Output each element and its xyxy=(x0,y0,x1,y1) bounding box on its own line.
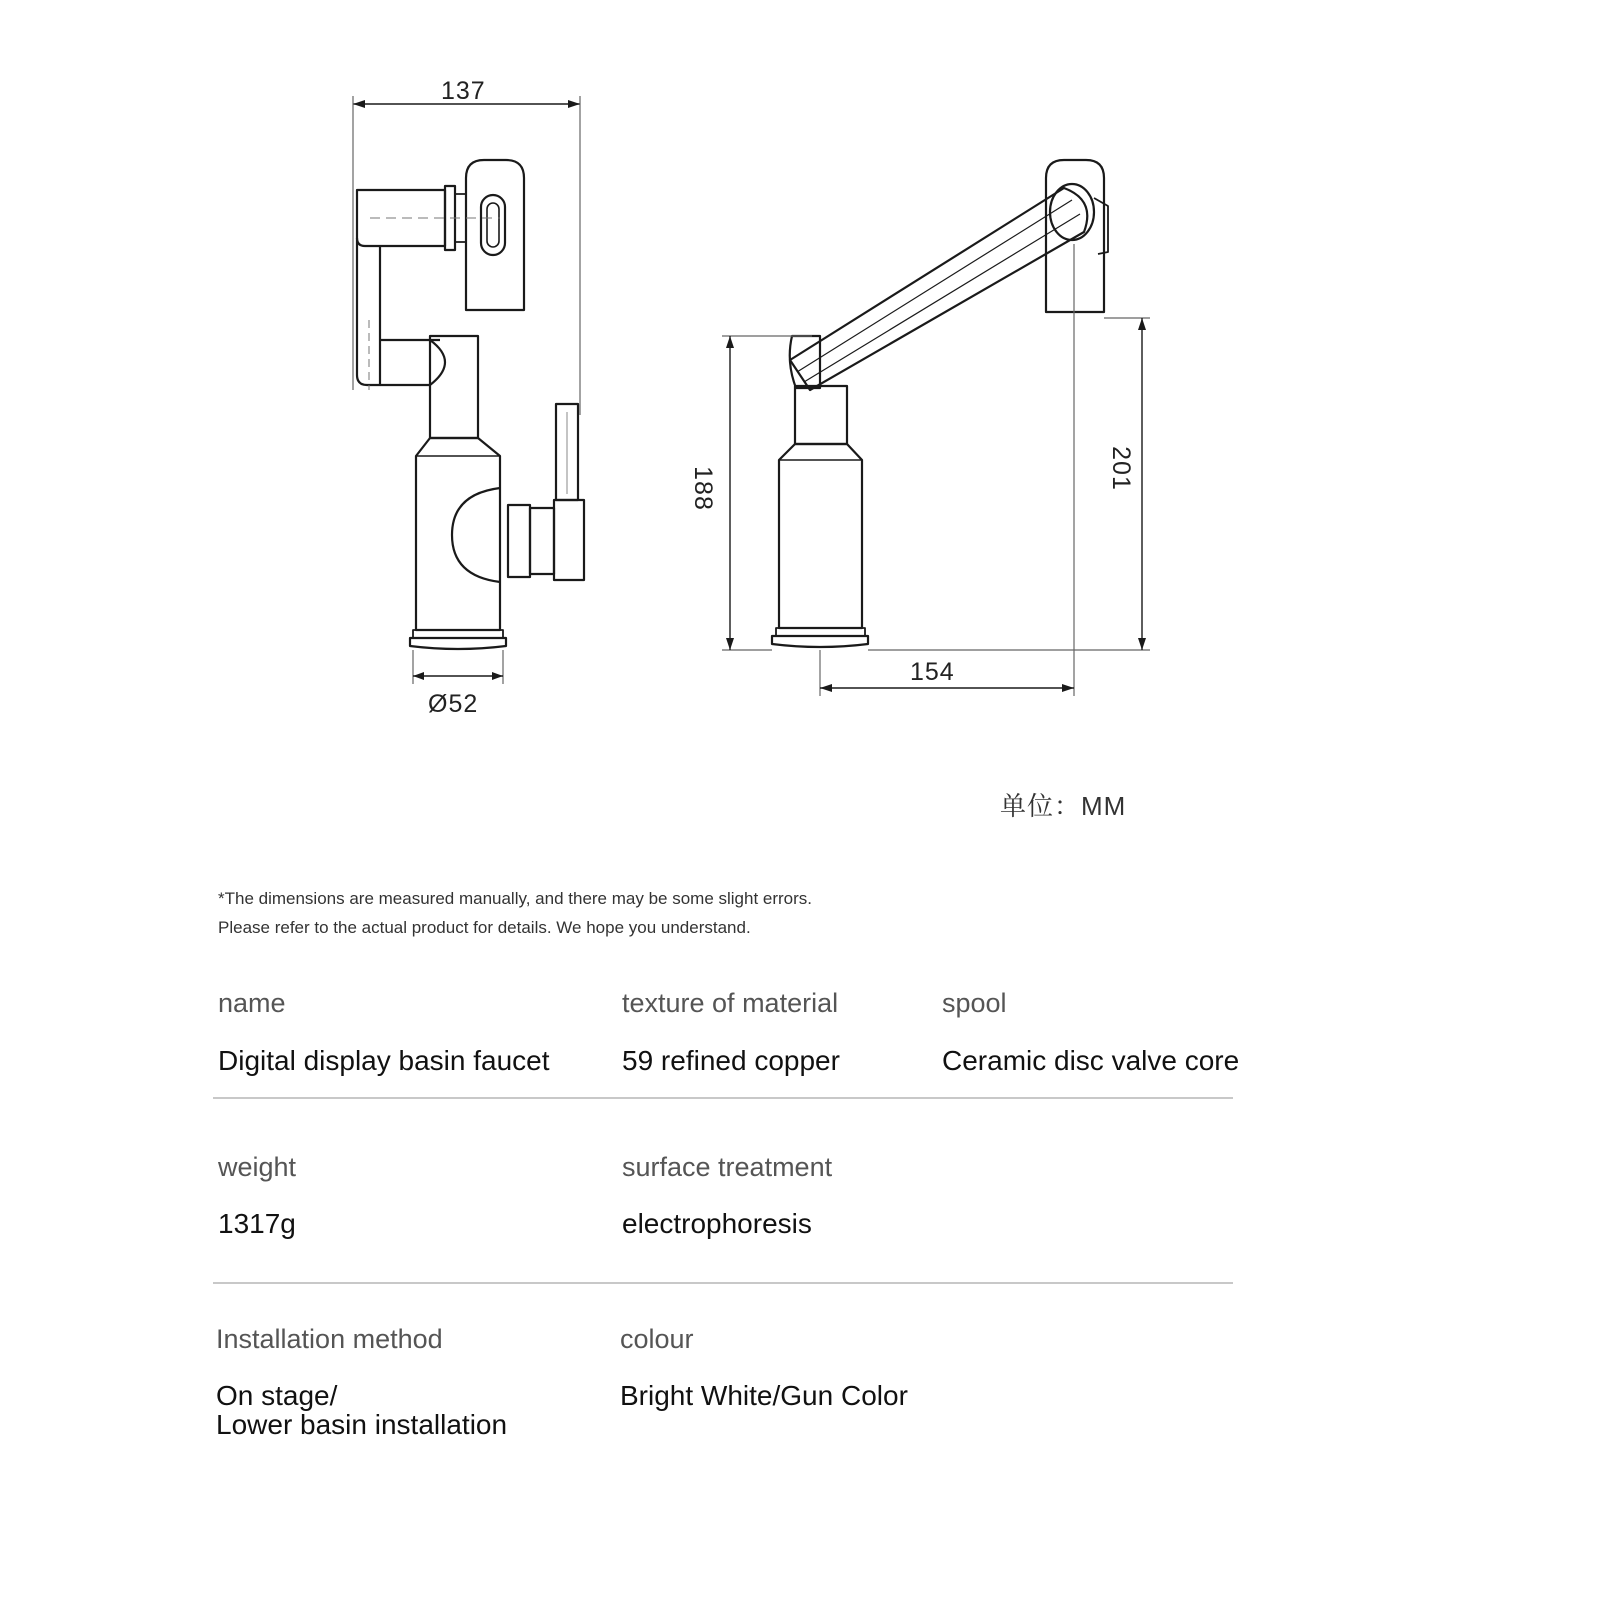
spec-surface-value: electrophoresis xyxy=(622,1208,812,1239)
spec-weight-label: weight xyxy=(218,1152,297,1182)
side-view xyxy=(722,160,1150,696)
spec-installation-value-line-2: Lower basin installation xyxy=(216,1409,508,1440)
row-divider xyxy=(213,1282,1233,1284)
spec-installation-label: Installation method xyxy=(216,1324,443,1354)
dimension-reach-label: 154 xyxy=(910,658,955,686)
spec-colour-label: colour xyxy=(620,1324,694,1354)
spec-installation-value xyxy=(216,1381,507,1439)
spec-name-value: Digital display basin faucet xyxy=(218,1045,550,1076)
front-view xyxy=(353,96,584,684)
disclaimer-line-2: Please refer to the actual product for details. We hope you understand. xyxy=(218,918,751,937)
row-divider xyxy=(213,1097,1233,1099)
spec-colour-value: Bright White/Gun Color xyxy=(620,1380,908,1411)
dimension-width-label: 137 xyxy=(441,77,486,105)
dimension-height-left-label: 188 xyxy=(688,466,717,511)
spec-name-label: name xyxy=(218,988,286,1018)
spec-surface-label: surface treatment xyxy=(622,1152,833,1182)
faucet-technical-drawing xyxy=(0,0,1600,760)
spec-material-value: 59 refined copper xyxy=(622,1045,840,1076)
dimension-diameter-label: Ø52 xyxy=(428,690,479,718)
spec-spool-value: Ceramic disc valve core xyxy=(942,1045,1240,1076)
spec-installation-value-line-1: On stage/ xyxy=(216,1380,338,1411)
measurement-disclaimer xyxy=(218,884,812,942)
dimension-height-right-label: 201 xyxy=(1106,446,1135,491)
unit-label: 单位：MM xyxy=(1000,791,1127,821)
spec-weight-value: 1317g xyxy=(218,1208,296,1239)
spec-spool-label: spool xyxy=(942,988,1007,1018)
spec-material-label: texture of material xyxy=(622,988,839,1018)
disclaimer-line-1: *The dimensions are measured manually, and there may be some slight errors. xyxy=(218,889,813,908)
